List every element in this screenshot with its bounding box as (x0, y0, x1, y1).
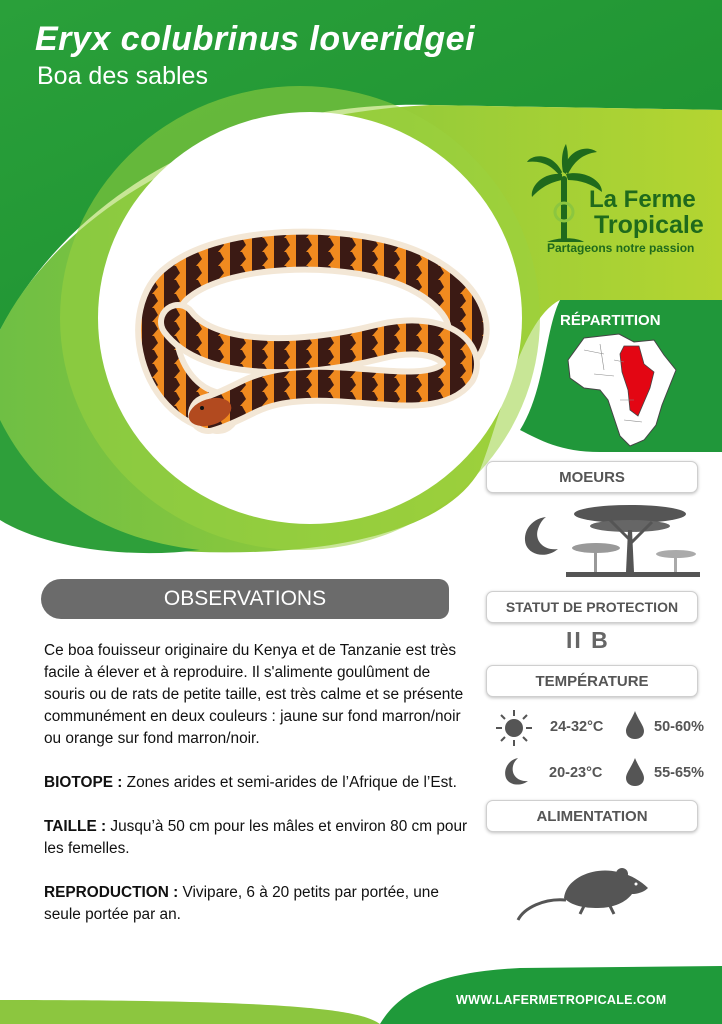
logo-tagline: Partageons notre passion (547, 241, 695, 255)
alimentation-label: ALIMENTATION (486, 800, 698, 832)
moon-icon (500, 756, 530, 788)
africa-map (564, 330, 682, 450)
reproduction-label: REPRODUCTION : (44, 884, 179, 901)
temperature-label: TEMPÉRATURE (486, 665, 698, 697)
observations-intro: Ce boa fouisseur originaire du Kenya et de Tanzanie est très facile à élever et à reproduire. Il s'alimente goulûment de souris ou de rats de petite taille, est très calme et se présente communément en deux couleurs : jaune sur fond marron/noir ou orange sur fond marron/noir. (44, 642, 464, 747)
snake-illustration (98, 112, 522, 524)
reproduction-paragraph (44, 882, 474, 926)
rat-icon (514, 858, 654, 928)
species-title: Eryx colubrinus loveridgei (35, 20, 476, 58)
biotope-text: Zones arides et semi-arides de l’Afrique de l’Est. (122, 774, 457, 791)
repartition-heading: RÉPARTITION (560, 312, 661, 329)
moon-icon (516, 513, 562, 559)
taille-text: Jusqu’à 50 cm pour les mâles et environ 80 cm pour les femelles. (44, 818, 468, 857)
taille-paragraph (44, 816, 474, 860)
water-drop-icon (624, 756, 646, 788)
protection-status-value: II B (566, 627, 610, 653)
common-name-subtitle: Boa des sables (37, 62, 208, 90)
day-temperature: 24-32°C (550, 719, 604, 735)
taille-label: TAILLE : (44, 818, 107, 835)
night-humidity: 55-65% (654, 765, 704, 781)
water-drop-icon (624, 709, 646, 741)
moeurs-label: MOEURS (486, 461, 698, 493)
biotope-label: BIOTOPE : (44, 774, 123, 791)
sun-icon (494, 708, 534, 748)
snake-photo (98, 112, 522, 524)
biotope-paragraph (44, 772, 474, 794)
reproduction-text: Vivipare, 6 à 20 petits par portée, une seule portée par an. (44, 884, 439, 923)
statut-protection-label: STATUT DE PROTECTION (486, 591, 698, 623)
night-temperature: 20-23°C (549, 765, 603, 781)
logo-text-line2: Tropicale (594, 211, 704, 239)
savanna-tree-icon (566, 500, 700, 580)
observations-heading: OBSERVATIONS (41, 579, 449, 619)
observations-body (44, 640, 474, 948)
website-url[interactable]: WWW.LAFERMETROPICALE.COM (456, 993, 667, 1007)
day-humidity: 50-60% (654, 719, 704, 735)
logo-text-line1: La Ferme (589, 186, 696, 213)
